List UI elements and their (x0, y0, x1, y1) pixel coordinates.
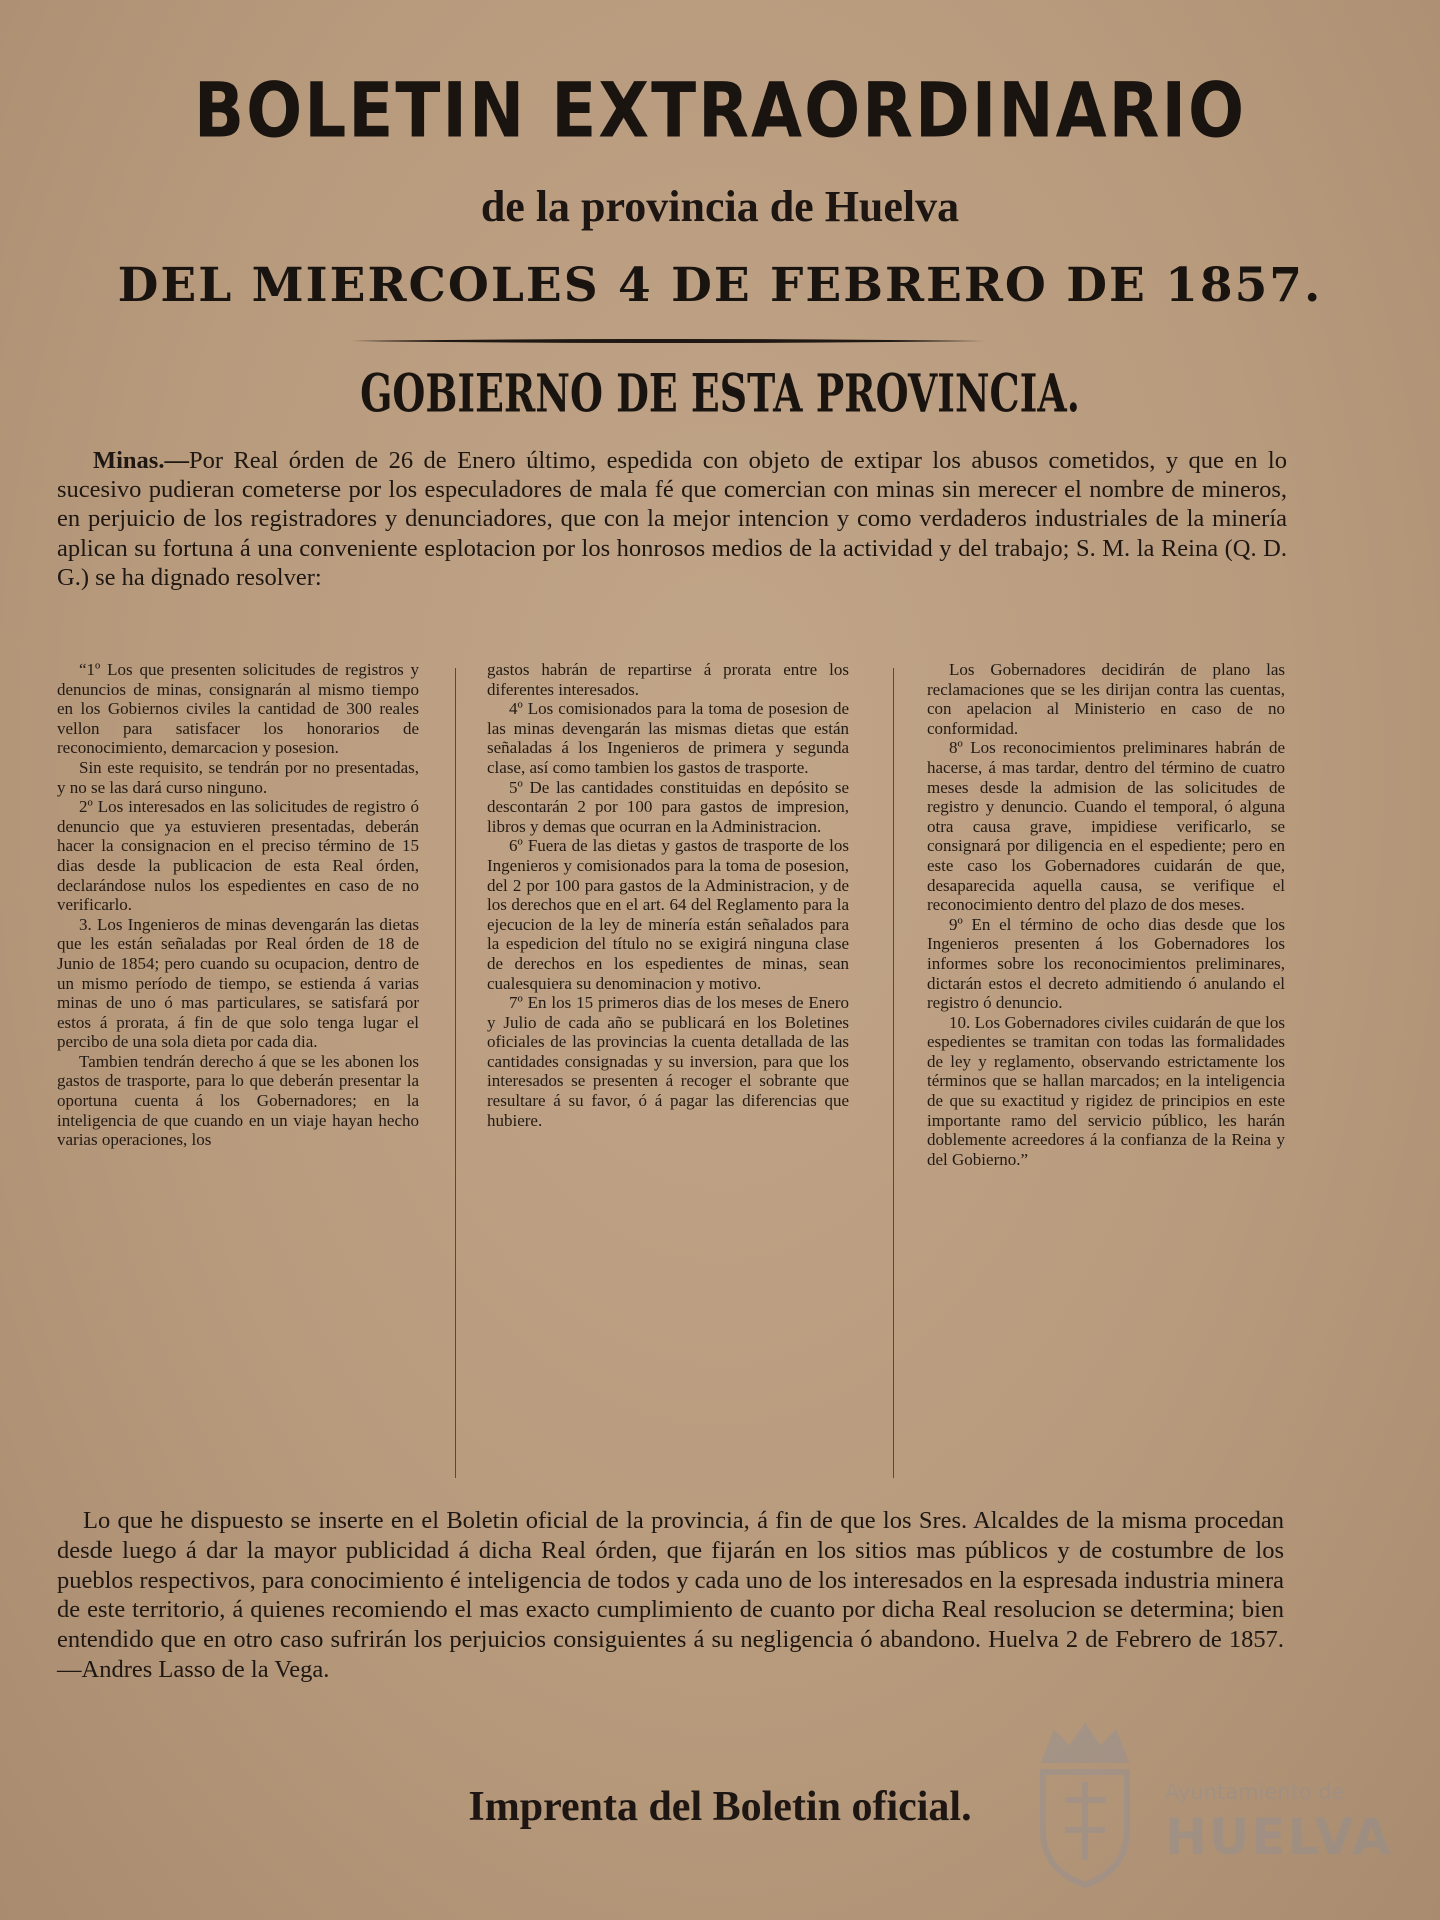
col2-paragraph: 4º Los comisionados para la toma de posesion de las minas devengarán las mismas dietas que están señaladas á los Ingenieros de primera y segunda clase, así como tambien los gastos de trasporte. (487, 699, 849, 777)
watermark-line2: HUELVA (1165, 1808, 1393, 1866)
watermark-line1: Ayuntamiento de (1165, 1780, 1345, 1804)
closing-paragraph: Lo que he dispuesto se inserte en el Boletin oficial de la provincia, á fin de que los Sres. Alcaldes de la misma procedan desde luego á dar la mayor publicidad á dicha Real órden, que fijarán en los sitios mas públicos y de costumbre de los pueblos respectivos, para conocimiento é inteligencia de todos y cada uno de los interesados en la espresada industria minera de este territorio, á quienes recomiendo el mas exacto cumplimiento de cuanto por dicha Real resolucion se determina; bien entendido que en otro caso sufrirán los perjuicios consiguientes á su negligencia ó abandono. Huelva 2 de Febrero de 1857.—Andres Lasso de la Vega. (57, 1507, 1284, 1683)
col1-paragraph: “1º Los que presenten solicitudes de registros y denuncios de minas, consignarán al mismo tiempo en los Gobiernos civiles la cantidad de 300 reales vellon para satisfacer los honorarios de reconocimiento, demarcacion y posesion. (57, 660, 419, 758)
intro-lead: Minas.— (93, 447, 189, 474)
column-2 (487, 660, 849, 1130)
column-3 (927, 660, 1285, 1169)
col3-paragraph: Los Gobernadores decidirán de plano las reclamaciones que se les dirijan contra las cuentas, con apelacion al Ministerio en caso de no conformidad. (927, 660, 1285, 738)
col1-paragraph: Tambien tendrán derecho á que se les abonen los gastos de trasporte, para lo que deberán presentar la oportuna cuenta á los Gobernadores; en la inteligencia de que cuando en un viaje hayan hecho varias operaciones, los (57, 1051, 419, 1150)
coat-of-arms-icon (1025, 1720, 1145, 1890)
ornamental-rule (352, 338, 984, 344)
intro-text: Por Real órden de 26 de Enero último, espedida con objeto de extipar los abusos cometidos, y que en lo sucesivo pudieran cometerse por los especuladores de mala fé que comercian con minas sin merecer el nombre de mineros, en perjuicio de los registradores y denunciadores, que con la mejor intencion y como verdaderos industriales de la minería aplican su fortuna á una conveniente esplotacion por los honrosos medios de la actividad y del trabajo; S. M. la Reina (Q. D. G.) se ha dignado resolver: (57, 447, 1287, 591)
col2-paragraph: 7º En los 15 primeros dias de los meses de Enero y Julio de cada año se publicará en los Boletines oficiales de las provincias la cuenta detallada de las cantidades consignadas y su inversion, para que los interesados se presenten á recoger el sobrante que resultare á su favor, ó á pagar las diferencias que hubiere. (487, 993, 849, 1130)
col1-paragraph: 2º Los interesados en las solicitudes de registro ó denuncio que ya estuvieren presentadas, deberán hacer la consignacion en el preciso término de 15 dias desde la publicacion de esta Real órden, declarándose nulos los espedientes en caso de no verificarlo. (57, 797, 419, 915)
col2-paragraph: gastos habrán de repartirse á prorata entre los diferentes interesados. (487, 660, 849, 699)
col2-paragraph: 6º Fuera de las dietas y gastos de trasporte de los Ingenieros y comisionados para la toma de posesion, del 2 por 100 para gastos de la Administracion, y de los derechos que en el art. 64 del Reglamento para la ejecucion de la ley de minería están señalados para la espedicion del título no se exigirá ninguna clase de derechos en los espedientes de minas, sean cualesquiera su denominacion y motivo. (487, 836, 849, 993)
column-divider (455, 668, 456, 1478)
watermark (1025, 1720, 1393, 1890)
intro-paragraph (57, 446, 1287, 592)
bulletin-title: BOLETIN EXTRAORDINARIO (193, 66, 1247, 155)
col1-paragraph: Sin este requisito, se tendrán por no presentadas, y no se las dará curso ninguno. (57, 757, 419, 797)
bulletin-date: DEL MIERCOLES 4 DE FEBRERO DE 1857. (117, 258, 1323, 313)
printer-imprint: Imprenta del Boletin oficial. (468, 1784, 972, 1830)
column-divider (893, 668, 894, 1478)
col1-paragraph: 3. Los Ingenieros de minas devengarán las dietas que les están señaladas por Real órden de 18 de Junio de 1854; pero cuando su ocupacion, dentro de un mismo período de tiempo, se estienda á varias minas de uno ó mas particulares, se satisfará por estos á prorata, á fin de que solo tenga lugar el percibo de una sola dieta por cada dia. (57, 914, 419, 1052)
bulletin-subtitle: de la provincia de Huelva (480, 182, 960, 231)
col3-paragraph: 8º Los reconocimientos preliminares habrán de hacerse, á mas tardar, dentro del término de cuatro meses desde la admision de las solicitudes de registro y denuncio. Cuando el temporal, ó alguna otra causa grave, impidiese verificarlo, se consignará por diligencia en el espediente; pero en este caso los Gobernadores cuidarán de que, desaparecida aquella causa, se verifique el reconocimiento dentro del plazo de dos meses. (927, 738, 1285, 915)
section-title: GOBIERNO DE ESTA PROVINCIA. (360, 364, 1080, 425)
article-columns (57, 660, 1285, 1490)
col2-paragraph: 5º De las cantidades constituidas en depósito se descontarán 2 por 100 para gastos de impresion, libros y demas que ocurran en la Administracion. (487, 777, 849, 836)
col3-paragraph: 10. Los Gobernadores civiles cuidarán de que los espedientes se tramitan con todas las formalidades de ley y reglamento, observando estrictamente los términos que se hallan marcados; en la inteligencia de que su exactitud y rigidez de principios en este importante ramo del servicio público, les harán doblemente acreedores á la confianza de la Reina y del Gobierno.” (927, 1012, 1285, 1169)
column-1 (57, 660, 419, 1150)
col3-paragraph: 9º En el término de ocho dias desde que los Ingenieros presenten á los Gobernadores los informes sobre los reconocimientos preliminares, dictarán estos el decreto admitiendo ó anulando el registro ó denuncio. (927, 914, 1285, 1013)
